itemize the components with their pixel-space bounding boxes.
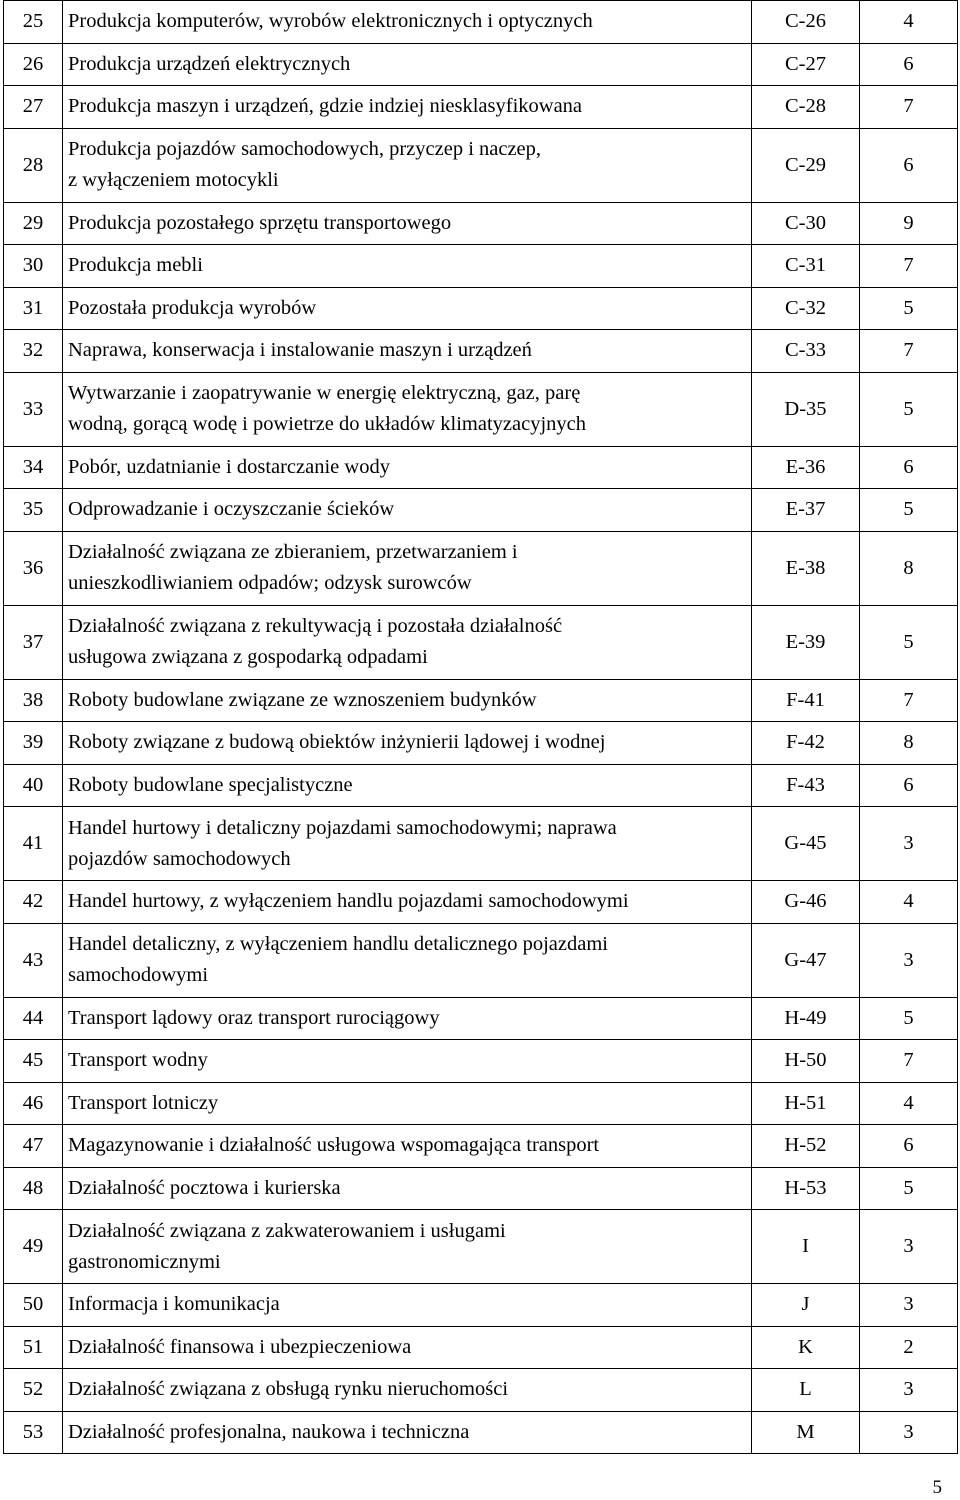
row-number-cell: 27 <box>4 86 63 129</box>
row-number-cell: 29 <box>4 202 63 245</box>
activity-name-cell: Transport lądowy oraz transport rurociągowy <box>63 997 752 1040</box>
activity-name-cell: Produkcja pozostałego sprzętu transportowego <box>63 202 752 245</box>
pkd-code-cell: C-32 <box>752 287 860 330</box>
count-cell: 6 <box>860 446 958 489</box>
table-row <box>4 446 958 489</box>
pkd-code-cell: H-52 <box>752 1125 860 1168</box>
activity-name-cell: Produkcja komputerów, wyrobów elektronicznych i optycznych <box>63 1 752 44</box>
row-number-cell: 28 <box>4 128 63 202</box>
pkd-code-cell: F-42 <box>752 722 860 765</box>
activity-name-cell: Działalność związana ze zbieraniem, przetwarzaniem i unieszkodliwianiem odpadów; odzysk surowców <box>63 531 752 605</box>
row-number-cell: 39 <box>4 722 63 765</box>
pkd-code-cell: G-46 <box>752 881 860 924</box>
pkd-code-cell: L <box>752 1369 860 1412</box>
table-row <box>4 1210 958 1284</box>
table-row <box>4 330 958 373</box>
row-number-cell: 37 <box>4 605 63 679</box>
row-number-cell: 32 <box>4 330 63 373</box>
activity-name-cell: Handel hurtowy, z wyłączeniem handlu pojazdami samochodowymi <box>63 881 752 924</box>
table-row <box>4 1167 958 1210</box>
activity-name-cell: Produkcja urządzeń elektrycznych <box>63 43 752 86</box>
count-cell: 7 <box>860 330 958 373</box>
table-row <box>4 86 958 129</box>
activity-name-cell: Działalność związana z rekultywacją i pozostała działalność usługowa związana z gospodarką odpadami <box>63 605 752 679</box>
table-row <box>4 202 958 245</box>
activity-name-cell: Transport wodny <box>63 1040 752 1083</box>
activity-name-cell: Roboty związane z budową obiektów inżynierii lądowej i wodnej <box>63 722 752 765</box>
classification-table <box>3 0 958 1454</box>
pkd-code-cell: H-49 <box>752 997 860 1040</box>
table-row <box>4 605 958 679</box>
row-number-cell: 49 <box>4 1210 63 1284</box>
pkd-code-cell: M <box>752 1411 860 1454</box>
table-row <box>4 997 958 1040</box>
activity-name-cell: Handel detaliczny, z wyłączeniem handlu detalicznego pojazdami samochodowymi <box>63 923 752 997</box>
row-number-cell: 26 <box>4 43 63 86</box>
row-number-cell: 25 <box>4 1 63 44</box>
activity-name-cell: Produkcja mebli <box>63 245 752 288</box>
activity-name-cell: Transport lotniczy <box>63 1082 752 1125</box>
row-number-cell: 33 <box>4 372 63 446</box>
activity-name-cell: Działalność pocztowa i kurierska <box>63 1167 752 1210</box>
count-cell: 5 <box>860 372 958 446</box>
pkd-code-cell: H-51 <box>752 1082 860 1125</box>
count-cell: 5 <box>860 605 958 679</box>
pkd-code-cell: E-37 <box>752 489 860 532</box>
pkd-code-cell: J <box>752 1284 860 1327</box>
activity-name-cell: Produkcja pojazdów samochodowych, przyczep i naczep, z wyłączeniem motocykli <box>63 128 752 202</box>
count-cell: 8 <box>860 722 958 765</box>
activity-name-cell: Roboty budowlane związane ze wznoszeniem budynków <box>63 679 752 722</box>
table-row <box>4 881 958 924</box>
count-cell: 5 <box>860 1167 958 1210</box>
pkd-code-cell: H-50 <box>752 1040 860 1083</box>
pkd-code-cell: C-26 <box>752 1 860 44</box>
activity-name-cell: Odprowadzanie i oczyszczanie ścieków <box>63 489 752 532</box>
row-number-cell: 35 <box>4 489 63 532</box>
table-row <box>4 722 958 765</box>
activity-name-cell: Działalność profesjonalna, naukowa i techniczna <box>63 1411 752 1454</box>
table-row <box>4 128 958 202</box>
table-row <box>4 1040 958 1083</box>
activity-name-cell: Wytwarzanie i zaopatrywanie w energię elektryczną, gaz, parę wodną, gorącą wodę i powietrze do układów klimatyzacyjnych <box>63 372 752 446</box>
table-row <box>4 531 958 605</box>
activity-name-cell: Produkcja maszyn i urządzeń, gdzie indziej niesklasyfikowana <box>63 86 752 129</box>
count-cell: 7 <box>860 679 958 722</box>
pkd-code-cell: C-27 <box>752 43 860 86</box>
count-cell: 5 <box>860 997 958 1040</box>
row-number-cell: 52 <box>4 1369 63 1412</box>
pkd-code-cell: E-36 <box>752 446 860 489</box>
table-row <box>4 245 958 288</box>
table-row <box>4 923 958 997</box>
table-row <box>4 489 958 532</box>
pkd-code-cell: F-41 <box>752 679 860 722</box>
count-cell: 3 <box>860 1210 958 1284</box>
count-cell: 6 <box>860 1125 958 1168</box>
activity-name-cell: Naprawa, konserwacja i instalowanie maszyn i urządzeń <box>63 330 752 373</box>
count-cell: 2 <box>860 1326 958 1369</box>
count-cell: 3 <box>860 1411 958 1454</box>
table-row <box>4 372 958 446</box>
pkd-code-cell: D-35 <box>752 372 860 446</box>
table-row <box>4 1125 958 1168</box>
row-number-cell: 53 <box>4 1411 63 1454</box>
pkd-code-cell: F-43 <box>752 764 860 807</box>
pkd-code-cell: C-30 <box>752 202 860 245</box>
row-number-cell: 46 <box>4 1082 63 1125</box>
activity-name-cell: Pozostała produkcja wyrobów <box>63 287 752 330</box>
activity-name-cell: Działalność związana z zakwaterowaniem i usługami gastronomicznymi <box>63 1210 752 1284</box>
count-cell: 5 <box>860 287 958 330</box>
count-cell: 3 <box>860 1369 958 1412</box>
row-number-cell: 30 <box>4 245 63 288</box>
count-cell: 6 <box>860 764 958 807</box>
row-number-cell: 38 <box>4 679 63 722</box>
row-number-cell: 47 <box>4 1125 63 1168</box>
row-number-cell: 43 <box>4 923 63 997</box>
count-cell: 5 <box>860 489 958 532</box>
table-row <box>4 1284 958 1327</box>
table-row <box>4 679 958 722</box>
table-body <box>4 1 958 1454</box>
activity-name-cell: Roboty budowlane specjalistyczne <box>63 764 752 807</box>
activity-name-cell: Działalność związana z obsługą rynku nieruchomości <box>63 1369 752 1412</box>
activity-name-cell: Handel hurtowy i detaliczny pojazdami samochodowymi; naprawa pojazdów samochodowych <box>63 807 752 881</box>
count-cell: 7 <box>860 1040 958 1083</box>
pkd-code-cell: G-45 <box>752 807 860 881</box>
count-cell: 3 <box>860 923 958 997</box>
activity-name-cell: Działalność finansowa i ubezpieczeniowa <box>63 1326 752 1369</box>
activity-name-cell: Pobór, uzdatnianie i dostarczanie wody <box>63 446 752 489</box>
row-number-cell: 48 <box>4 1167 63 1210</box>
count-cell: 7 <box>860 245 958 288</box>
count-cell: 4 <box>860 1 958 44</box>
pkd-code-cell: C-31 <box>752 245 860 288</box>
count-cell: 3 <box>860 1284 958 1327</box>
pkd-code-cell: C-33 <box>752 330 860 373</box>
row-number-cell: 36 <box>4 531 63 605</box>
row-number-cell: 42 <box>4 881 63 924</box>
activity-name-cell: Informacja i komunikacja <box>63 1284 752 1327</box>
row-number-cell: 41 <box>4 807 63 881</box>
count-cell: 6 <box>860 128 958 202</box>
pkd-code-cell: E-39 <box>752 605 860 679</box>
table-row <box>4 1326 958 1369</box>
pkd-code-cell: H-53 <box>752 1167 860 1210</box>
row-number-cell: 45 <box>4 1040 63 1083</box>
row-number-cell: 50 <box>4 1284 63 1327</box>
row-number-cell: 34 <box>4 446 63 489</box>
table-row <box>4 287 958 330</box>
count-cell: 9 <box>860 202 958 245</box>
table-row <box>4 1082 958 1125</box>
row-number-cell: 40 <box>4 764 63 807</box>
pkd-code-cell: C-29 <box>752 128 860 202</box>
row-number-cell: 51 <box>4 1326 63 1369</box>
count-cell: 8 <box>860 531 958 605</box>
table-row <box>4 764 958 807</box>
row-number-cell: 31 <box>4 287 63 330</box>
count-cell: 4 <box>860 881 958 924</box>
pkd-code-cell: E-38 <box>752 531 860 605</box>
pkd-code-cell: C-28 <box>752 86 860 129</box>
table-row <box>4 43 958 86</box>
count-cell: 4 <box>860 1082 958 1125</box>
count-cell: 3 <box>860 807 958 881</box>
table-row <box>4 1369 958 1412</box>
table-row <box>4 1411 958 1454</box>
pkd-code-cell: K <box>752 1326 860 1369</box>
row-number-cell: 44 <box>4 997 63 1040</box>
table-row <box>4 1 958 44</box>
count-cell: 6 <box>860 43 958 86</box>
count-cell: 7 <box>860 86 958 129</box>
pkd-code-cell: I <box>752 1210 860 1284</box>
activity-name-cell: Magazynowanie i działalność usługowa wspomagająca transport <box>63 1125 752 1168</box>
page-number: 5 <box>932 1477 942 1498</box>
table-row <box>4 807 958 881</box>
pkd-code-cell: G-47 <box>752 923 860 997</box>
